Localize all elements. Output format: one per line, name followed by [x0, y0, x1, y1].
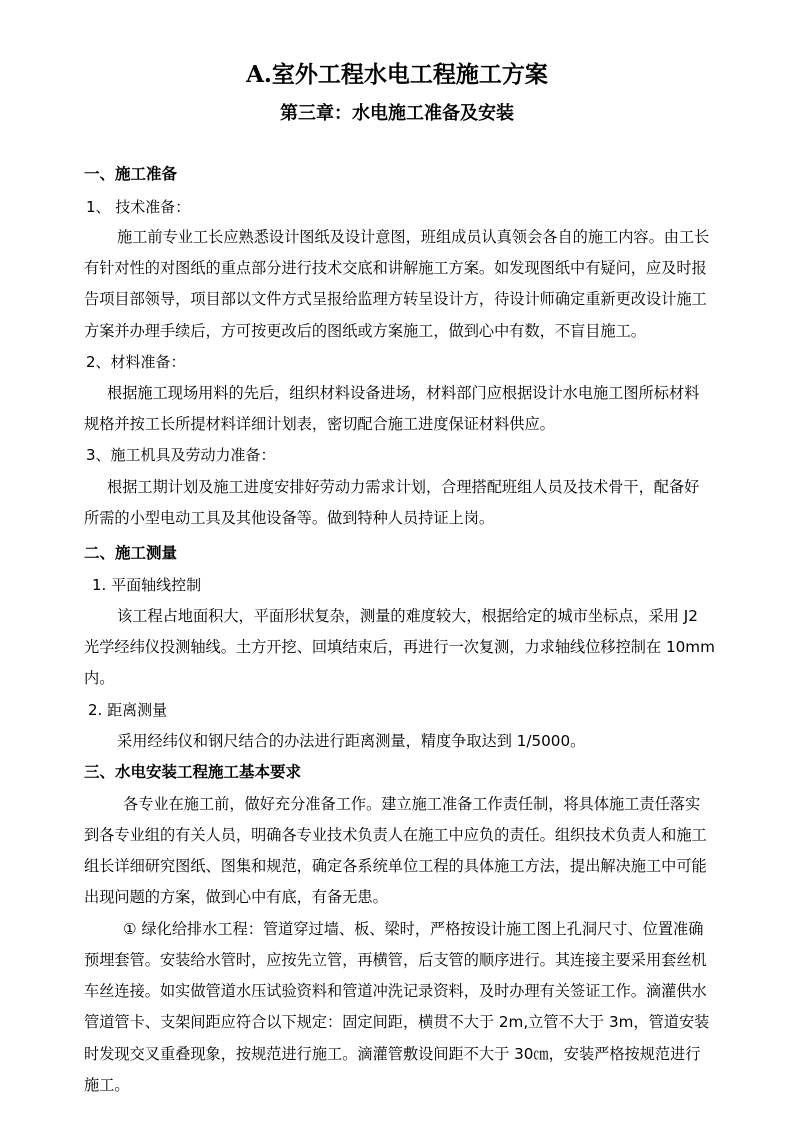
paragraph-line: 时发现交叉重叠现象，按规范进行施工。滴灌管敷设间距不大于 30㎝，安装严格按规范进行: [84, 1045, 701, 1063]
paragraph-line: 根据工期计划及施工进度安排好劳动力需求计划，合理搭配班组人员及技术骨干，配备好: [107, 478, 700, 496]
paragraph-line: 告项目部领导，项目部以文件方式呈报给监理方转呈设计方，待设计师确定重新更改设计施工: [84, 290, 707, 308]
paragraph-line: 施工前专业工长应熟悉设计图纸及设计意图，班组成员认真领会各自的施工内容。由工长: [117, 228, 710, 246]
paragraph-line: 根据施工现场用料的先后，组织材料设备进场，材料部门应根据设计水电施工图所标材料: [107, 384, 700, 402]
paragraph-line: 各专业在施工前，做好充分准备工作。建立施工准备工作责任制，将具体施工责任落实: [123, 795, 701, 813]
paragraph-line: 规格并按工长所提材料详细计划表，密切配合施工进度保证材料供应。: [84, 415, 555, 433]
paragraph-line: 采用经纬仪和钢尺结合的办法进行距离测量，精度争取达到 1/5000。: [117, 732, 586, 750]
subsection-axis-control: 1. 平面轴线控制: [92, 576, 202, 594]
section-heading-3: 三、水电安装工程施工基本要求: [84, 763, 302, 781]
document-title: A.室外工程水电工程施工方案: [246, 61, 548, 88]
paragraph-line: 施工。: [84, 1076, 130, 1094]
paragraph-line: ① 绿化给排水工程：管道穿过墙、板、梁时，严格按设计施工图上孔洞尺寸、位置准确: [123, 920, 704, 938]
paragraph-line: 组长详细研究图纸、图集和规范，确定各系统单位工程的具体施工方法，提出解决施工中可能: [84, 857, 707, 875]
subsection-equipment-prep: 3、施工机具及劳动力准备：: [86, 446, 276, 464]
paragraph-line: 出现问题的方案，做到心中有底，有备无患。: [84, 888, 388, 906]
paragraph-line: 管道管卡、支架间距应符合以下规定：固定间距，横贯不大于 2m,立管不大于 3m，管道安装: [84, 1013, 710, 1031]
subsection-distance-measurement: 2. 距离测量: [88, 701, 168, 719]
section-heading-2: 二、施工测量: [84, 544, 178, 562]
subsection-tech-prep: 1、 技术准备：: [86, 198, 191, 216]
paragraph-line: 车丝连接。如实做管道水压试验资料和管道冲洗记录资料，及时办理有关签证工作。滴灌供水: [84, 982, 707, 1000]
paragraph-line: 方案并办理手续后，方可按更改后的图纸或方案施工，做到心中有数，不盲目施工。: [84, 322, 646, 340]
paragraph-line: 所需的小型电动工具及其他设备等。做到特种人员持证上岗。: [84, 509, 495, 527]
paragraph-line: 该工程占地面积大，平面形状复杂，测量的难度较大，根据给定的城市坐标点，采用 J2: [117, 607, 698, 625]
subsection-material-prep: 2、材料准备：: [86, 353, 186, 371]
section-heading-1: 一、施工准备: [84, 165, 178, 183]
paragraph-line: 光学经纬仪投测轴线。土方开挖、回填结束后，再进行一次复测，力求轴线位移控制在 10mm: [84, 638, 715, 656]
chapter-title: 第三章：水电施工准备及安装: [280, 103, 514, 124]
paragraph-line: 到各专业组的有关人员，明确各专业技术负责人在施工中应负的责任。组织技术负责人和施工: [84, 826, 707, 844]
paragraph-line: 有针对性的对图纸的重点部分进行技术交底和讲解施工方案。如发现图纸中有疑问，应及时报: [84, 259, 707, 277]
paragraph-line: 内。: [84, 669, 115, 687]
paragraph-line: 预埋套管。安装给水管时，应按先立管，再横管，后支管的顺序进行。其连接主要采用套丝机: [84, 951, 707, 969]
